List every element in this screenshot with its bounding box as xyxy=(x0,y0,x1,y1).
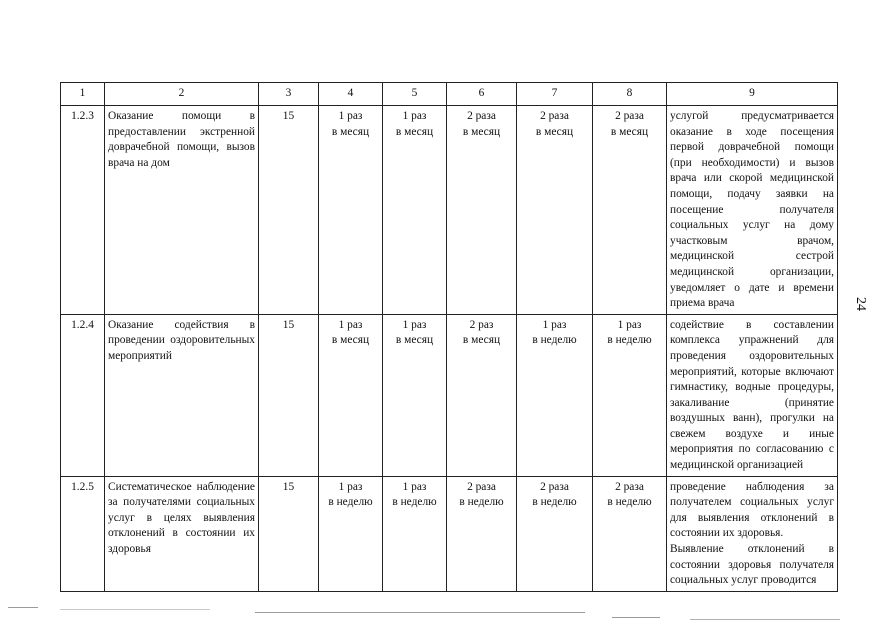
table-row xyxy=(61,106,838,315)
service-code: 1.2.4 xyxy=(61,314,105,476)
header-cell: 6 xyxy=(447,83,517,106)
table-header-row xyxy=(61,83,838,106)
norm-value: 15 xyxy=(259,476,319,591)
frequency-cell: 1 раз в месяц xyxy=(319,106,383,315)
frequency-cell: 1 раз в месяц xyxy=(383,314,447,476)
scan-artifact-line xyxy=(60,609,210,610)
page-number: 24 xyxy=(853,297,868,311)
frequency-cell: 2 раза в неделю xyxy=(517,476,593,591)
frequency-cell: 1 раз в месяц xyxy=(383,106,447,315)
frequency-cell: 2 раза в неделю xyxy=(447,476,517,591)
service-description: содействие в составлении комплекса упражнений для проведения оздоровительных мероприятий, которые включают гимнастику, водные процедуры, закаливание (принятие воздушных ванн), прогулки на свежем воздухе и иные мероприятия по согласованию с медицинской организацией xyxy=(667,314,838,476)
service-code: 1.2.5 xyxy=(61,476,105,591)
services-table xyxy=(60,82,838,592)
frequency-cell: 2 раза в неделю xyxy=(593,476,667,591)
service-description xyxy=(667,476,838,591)
frequency-cell: 1 раз в месяц xyxy=(319,314,383,476)
service-name: Систематическое наблюдение за получателями социальных услуг в целях выявления отклонений в состоянии их здоровья xyxy=(105,476,259,591)
header-cell: 4 xyxy=(319,83,383,106)
header-cell: 5 xyxy=(383,83,447,106)
header-cell: 9 xyxy=(667,83,838,106)
frequency-cell: 2 раза в месяц xyxy=(593,106,667,315)
table-row xyxy=(61,314,838,476)
norm-value: 15 xyxy=(259,314,319,476)
scan-artifact-line xyxy=(612,617,660,618)
header-cell: 3 xyxy=(259,83,319,106)
header-cell: 1 xyxy=(61,83,105,106)
frequency-cell: 2 раза в месяц xyxy=(517,106,593,315)
scan-artifact-line xyxy=(690,619,840,620)
service-name: Оказание содействия в проведении оздоровительных мероприятий xyxy=(105,314,259,476)
service-name: Оказание помощи в предоставлении экстренной доврачебной помощи, вызов врача на дом xyxy=(105,106,259,315)
header-cell: 8 xyxy=(593,83,667,106)
frequency-cell: 2 раз в месяц xyxy=(447,314,517,476)
frequency-cell: 1 раз в неделю xyxy=(383,476,447,591)
frequency-cell: 1 раз в неделю xyxy=(517,314,593,476)
table-row xyxy=(61,476,838,591)
scan-artifact-line xyxy=(255,612,585,613)
frequency-cell: 1 раз в неделю xyxy=(319,476,383,591)
description-paragraph: проведение наблюдения за получателем социальных услуг для выявления отклонений в состоянии их здоровья. xyxy=(670,480,834,540)
scan-artifact-line xyxy=(8,607,38,608)
frequency-cell: 1 раз в неделю xyxy=(593,314,667,476)
norm-value: 15 xyxy=(259,106,319,315)
header-cell: 7 xyxy=(517,83,593,106)
description-paragraph: Выявление отклонений в состоянии здоровья получателя социальных услуг проводится xyxy=(670,543,834,587)
service-description: услугой предусматривается оказание в ходе посещения первой доврачебной помощи (при необходимости) и вызов врача или скорой медицинской помощи, подачу заявки на посещение получателя социальных услуг на дому участковым врачом, медицинской сестрой медицинской организации, уведомляет о дате и времени приема врача xyxy=(667,106,838,315)
service-code: 1.2.3 xyxy=(61,106,105,315)
header-cell: 2 xyxy=(105,83,259,106)
frequency-cell: 2 раза в месяц xyxy=(447,106,517,315)
